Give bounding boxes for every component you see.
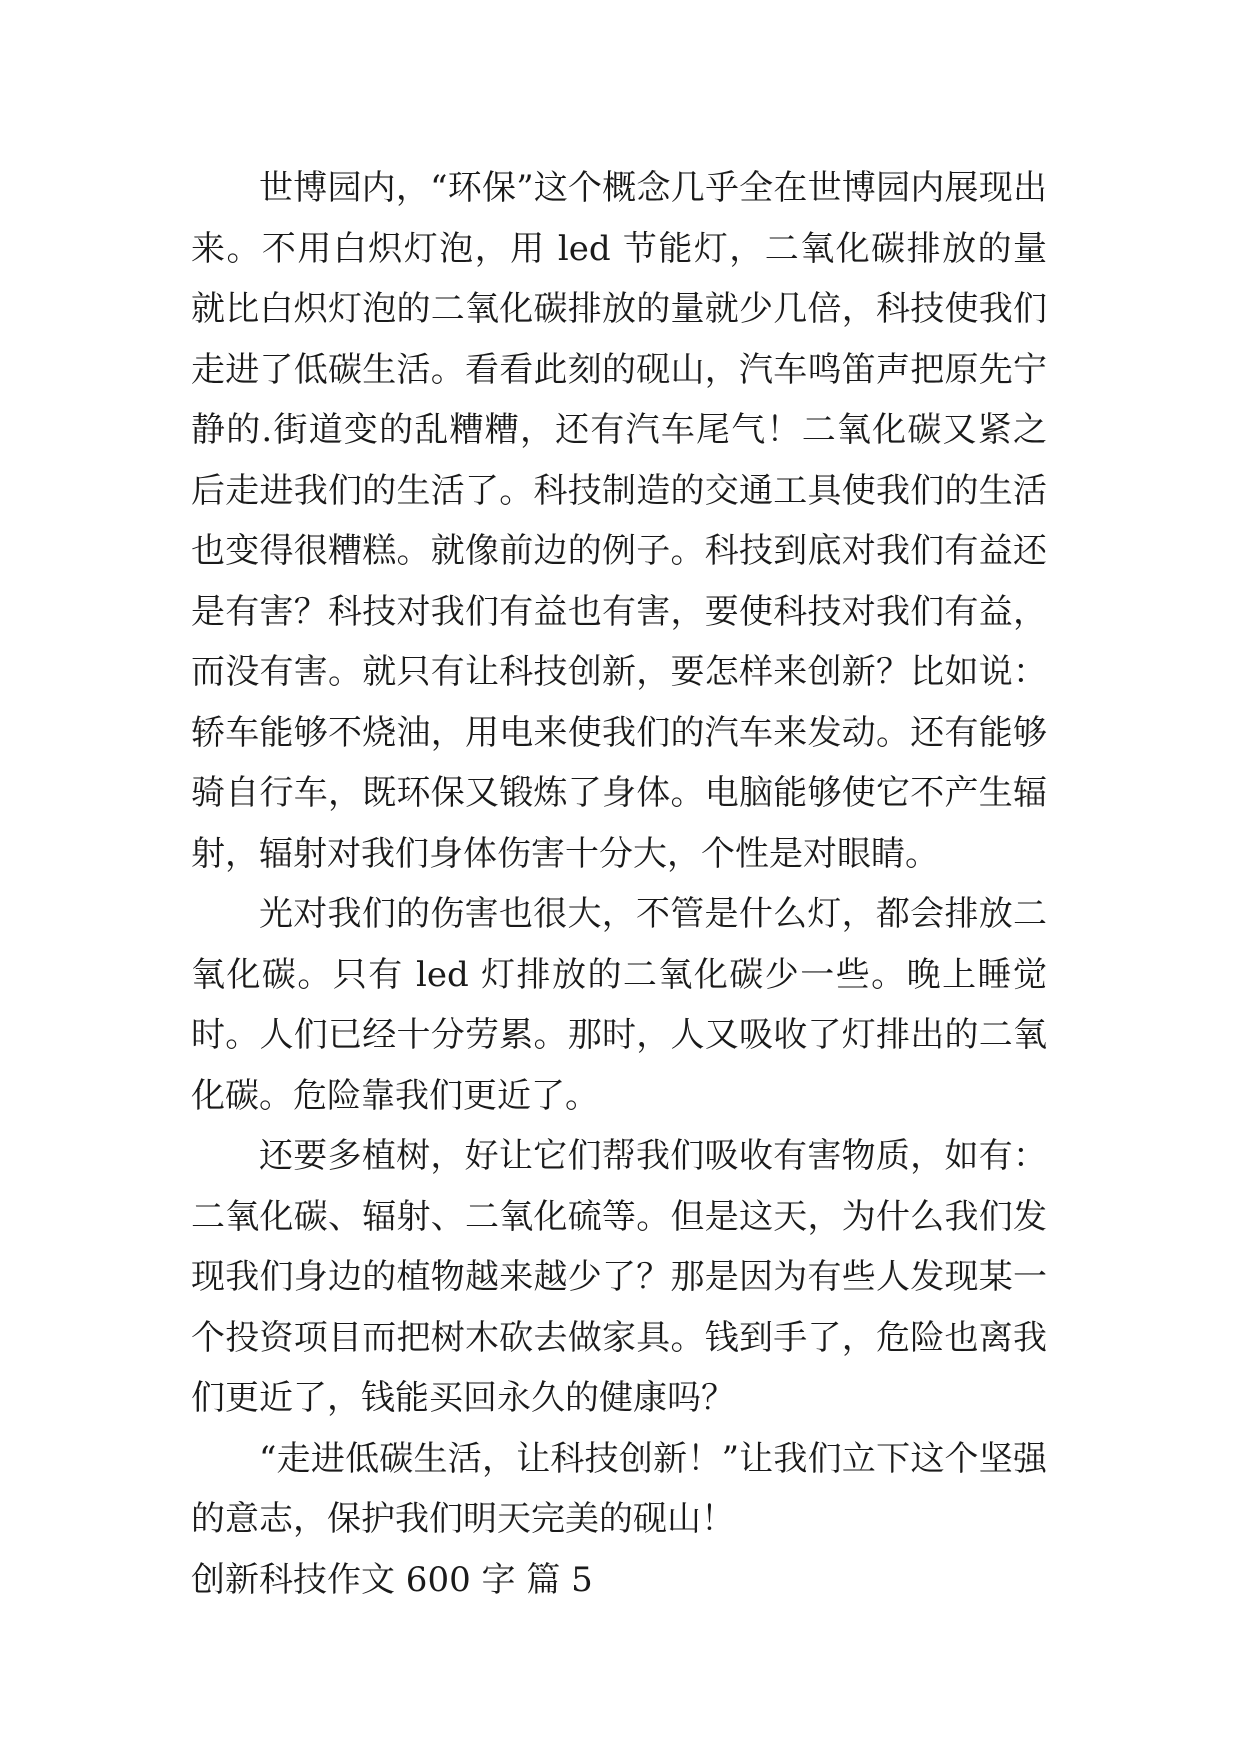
paragraph-4: “走进低碳生活，让科技创新！”让我们立下这个坚强的意志，保护我们明天完美的砚山！ bbox=[191, 1438, 1047, 1539]
paragraph-2: 光对我们的伤害也很大，不管是什么灯，都会排放二氧化碳。只有 led 灯排放的二氧化碳少一些。晚上睡觉时。人们已经十分劳累。那时，人又吸收了灯排出的二氧化碳。危险靠我们更近了。 bbox=[191, 894, 1047, 1116]
section-heading: 创新科技作文 600 字 篇 5 bbox=[191, 1559, 593, 1600]
paragraph-1: 世博园内，“环保”这个概念几乎全在世博园内展现出来。不用白炽灯泡，用 led 节能灯，二氧化碳排放的量就比白炽灯泡的二氧化碳排放的量就少几倍，科技使我们走进了低碳生活。看看此刻的砚山，汽车鸣笛声把原先宁静的.街道变的乱糟糟，还有汽车尾气！二氧化碳又紧之后走进我们的生活了。科技制造的交通工具使我们的生活也变得很糟糕。就像前边的例子。科技到底对我们有益还是有害？科技对我们有益也有害，要使科技对我们有益，而没有害。就只有让科技创新，要怎样来创新？比如说：轿车能够不烧油，用电来使我们的汽车来发动。还有能够骑自行车，既环保又锻炼了身体。电脑能够使它不产生辐射，辐射对我们身体伤害十分大，个性是对眼睛。 bbox=[191, 168, 1047, 874]
paragraph-3: 还要多植树，好让它们帮我们吸收有害物质，如有：二氧化碳、辐射、二氧化硫等。但是这天，为什么我们发现我们身边的植物越来越少了？那是因为有些人发现某一个投资项目而把树木砍去做家具。钱到手了，危险也离我们更近了，钱能买回永久的健康吗？ bbox=[191, 1136, 1047, 1418]
document-body bbox=[191, 158, 1047, 1610]
